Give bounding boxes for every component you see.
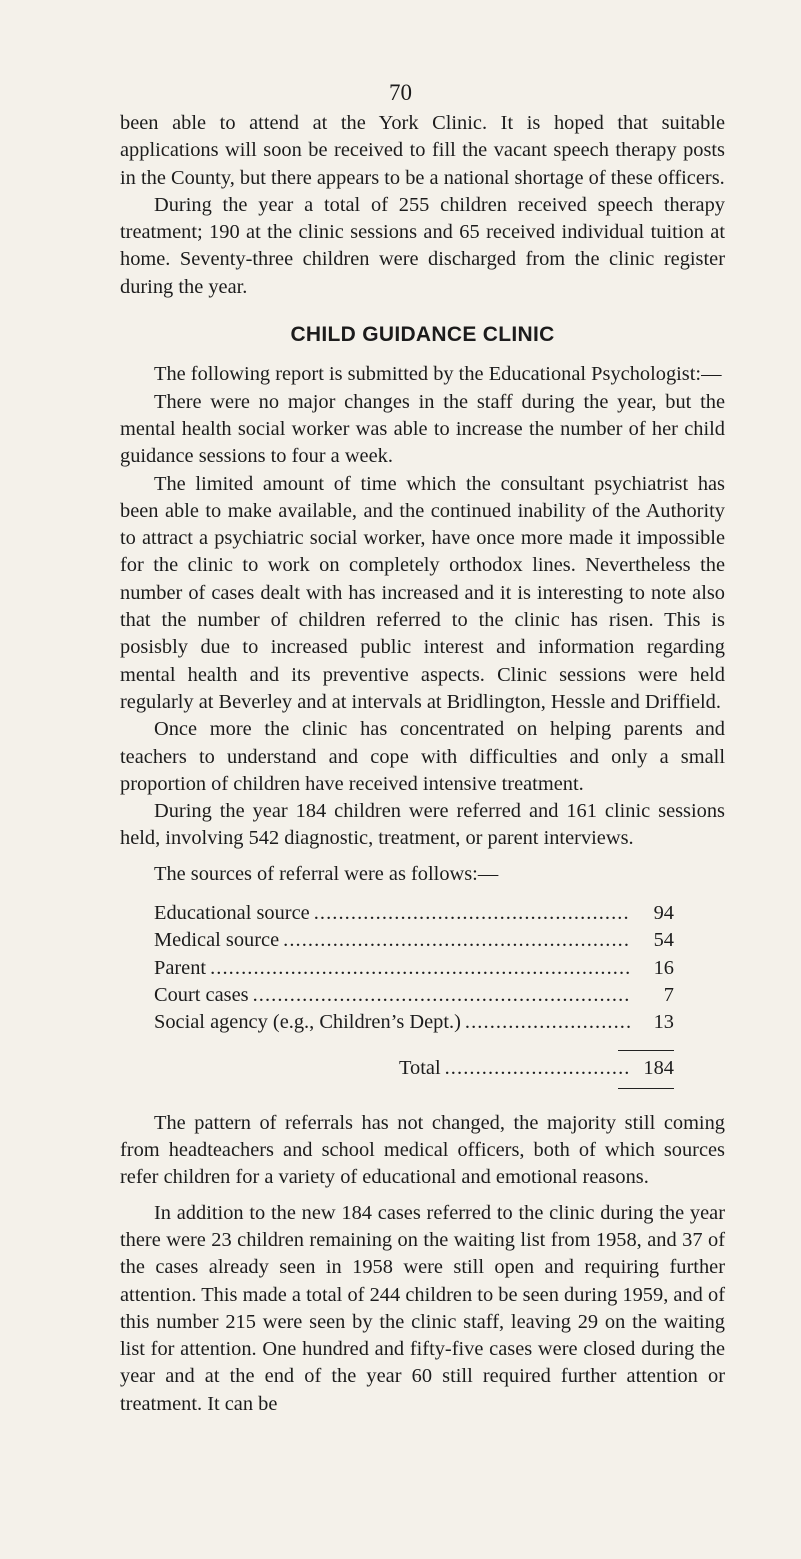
row-value: 54 — [653, 929, 674, 952]
dot-leader — [283, 927, 630, 954]
dot-leader — [314, 900, 630, 927]
table-row — [154, 1009, 674, 1036]
dot-leader — [253, 982, 630, 1009]
row-value: 13 — [653, 1011, 674, 1034]
paragraph: The following report is submitted by the Educational Psychologist:— — [154, 363, 722, 386]
row-value: 94 — [653, 902, 674, 925]
paragraph: The pattern of referrals has not changed, the majority still coming from headteachers and school medical officers, both of which sources refer children for a variety of educational and emotional reasons. — [120, 1111, 725, 1189]
dot-leader — [210, 955, 630, 982]
dot-leader — [465, 1009, 630, 1036]
paragraph: The sources of referral were as follows:— — [154, 862, 499, 885]
paragraph: In addition to the new 184 cases referred to the clinic during the year there were 23 children remaining on the waiting list from 1958, and 37 of the cases already seen in 1958 were still open and requiring further attention. This made a total of 244 children to be seen during 1959, and of this number 215 were seen by the clinic staff, leaving 29 on the waiting list for attention. One hundred and fifty-five cases were closed during the year and at the end of the year 60 still required further attention or treatment. It can be — [120, 1201, 725, 1415]
row-label: Parent — [154, 956, 207, 979]
paragraph: During the year a total of 255 children received speech therapy treatment; 190 at the clinic sessions and 65 received individual tuition at home. Seventy-three children were discharged from the clinic register during the year. — [120, 193, 725, 298]
table-row — [154, 982, 674, 1009]
section-heading: CHILD GUIDANCE CLINIC — [290, 323, 555, 347]
table-row — [154, 900, 674, 927]
row-label: Educational source — [154, 902, 310, 925]
paragraph: There were no major changes in the staff during the year, but the mental health social worker was able to increase the number of her child guidance sessions to four a week. — [120, 390, 725, 468]
row-value: 7 — [663, 983, 674, 1006]
page-body — [120, 110, 725, 1418]
page-number: 70 — [389, 80, 412, 105]
row-value: 16 — [653, 956, 674, 979]
row-label: Court cases — [154, 983, 249, 1006]
total-block — [154, 1055, 674, 1082]
paragraph: been able to attend at the York Clinic. It is hoped that suitable applications will soon be received to fill the vacant speech therapy posts in the County, but there appears to be a national shortage of these officers. — [120, 112, 725, 189]
total-label: Total — [399, 1056, 441, 1079]
table-row — [154, 955, 674, 982]
total-rule-bottom — [618, 1088, 674, 1089]
paragraph: Once more the clinic has concentrated on helping parents and teachers to understand and cope with difficulties and only a small proportion of children have received intensive treatment. — [120, 718, 725, 795]
paragraph: During the year 184 children were referred and 161 clinic sessions held, involving 542 diagnostic, treatment, or parent interviews. — [120, 800, 725, 850]
row-label: Social agency (e.g., Children’s Dept.) — [154, 1011, 461, 1034]
row-label: Medical source — [154, 929, 280, 952]
referral-sources-table — [154, 900, 674, 1036]
dot-leader — [445, 1055, 630, 1082]
paragraph: The limited amount of time which the consultant psychiatrist has been able to make available, and the continued inability of the Authority to attract a psychiatric social worker, have once more made it impossible for the clinic to work on completely orthodox lines. Nevertheless the number of cases dealt with has increased and it is interesting to note also that the number of children referred to the clinic has risen. This is posisbly due to increased public interest and information regarding mental health and its preventive aspects. Clinic sessions were held regularly at Beverley and at intervals at Bridlington, Hessle and Driffield. — [120, 472, 725, 713]
total-rule-top — [618, 1050, 674, 1051]
table-row — [154, 927, 674, 954]
total-row — [399, 1055, 674, 1082]
total-value: 184 — [643, 1056, 674, 1079]
